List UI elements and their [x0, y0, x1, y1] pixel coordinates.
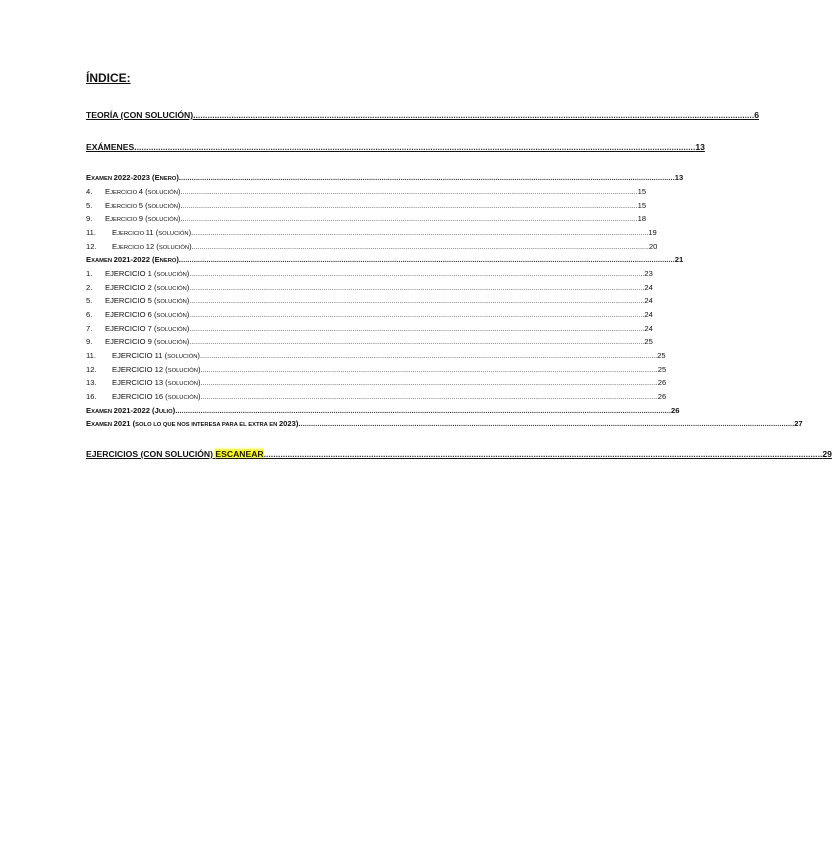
toc-entry-text: SOLUCIÓN: [167, 381, 198, 387]
toc-entry-number: 6.: [86, 310, 93, 319]
toc-entry-text: EJERCICIOS (CON SOLUCIÓN): [86, 449, 216, 459]
toc-page-number: 26: [657, 378, 667, 387]
toc-entry-label: [86, 392, 203, 401]
toc-entry-exam-2021-2022-enero[interactable]: [86, 252, 684, 264]
toc-entry-text: ): [186, 296, 190, 305]
toc-page-number: 6: [754, 110, 759, 120]
toc-entry-text: 2021-2022 (E: [113, 255, 160, 264]
toc-entry-label: [86, 228, 193, 237]
toc-entry-ej11-a[interactable]: [86, 225, 657, 237]
toc-entry-text: EJERCICIO 9 (: [105, 337, 157, 346]
toc-leader-dots: ..........................................................................................................................................................................................................................................: [189, 271, 645, 278]
toc-entry-ej16-b[interactable]: [86, 389, 667, 401]
toc-entry-number: 4.: [86, 187, 93, 196]
index-heading: ÍNDICE:: [86, 71, 131, 85]
toc-page-number: 20: [648, 242, 658, 251]
toc-entry-text: EJERCICIO 16 (: [112, 392, 168, 401]
toc-entry-label: [86, 255, 181, 264]
toc-leader-dots: ..........................................................................................................................................................................................................................................: [136, 142, 696, 152]
toc-entry-text: ): [186, 269, 190, 278]
toc-entry-text: SOLUCIÓN: [167, 395, 198, 401]
toc-entry-text: JERCICIO: [110, 204, 139, 210]
toc-entry-text: 12 (: [145, 242, 159, 251]
toc-entry-text: EJERCICIO 5 (: [105, 296, 157, 305]
toc-page-number: 26: [657, 392, 667, 401]
toc-entry-text: E: [112, 242, 118, 251]
toc-entry-text: SOLUCIÓN: [158, 245, 190, 251]
toc-entry-text: EJERCICIO 1 (: [105, 269, 157, 278]
toc-entry-ej1-b[interactable]: [86, 266, 653, 278]
toc-entry-label: [86, 378, 203, 387]
toc-leader-dots: ..........................................................................................................................................................................................................................................: [300, 419, 795, 428]
toc-leader-dots: ..........................................................................................................................................................................................................................................: [182, 216, 638, 223]
toc-entry-text: EJERCICIO 2 (: [105, 283, 157, 292]
toc-leader-dots: ..........................................................................................................................................................................................................................................: [189, 285, 645, 292]
toc-entry-text: EJERCICIO 7 (: [105, 324, 157, 333]
toc-leader-dots: ..........................................................................................................................................................................................................................................: [189, 312, 645, 319]
toc-entry-text: 4 (: [138, 187, 148, 196]
toc-entry-text: E: [105, 201, 111, 210]
toc-entry-text: JERCICIO: [110, 217, 139, 223]
toc-entry-label: [86, 365, 203, 374]
toc-entry-text: E: [105, 214, 111, 223]
toc-entry-number: 12.: [86, 242, 97, 251]
toc-entry-exam-2022-2023-enero[interactable]: [86, 170, 684, 182]
toc-entry-text: SOLUCIÓN: [156, 286, 187, 292]
toc-entry-text: ): [186, 310, 190, 319]
toc-entry-number: 12.: [86, 365, 97, 374]
toc-entry-ej4-a[interactable]: [86, 184, 647, 196]
toc-entry-text: EXÁMENES.: [86, 142, 137, 152]
toc-leader-dots: ..........................................................................................................................................................................................................................................: [202, 367, 658, 374]
toc-entry-label: [86, 173, 181, 182]
toc-entry-text: EJERCICIO 6 (: [105, 310, 157, 319]
toc-entry-text: 2021-2022 (J: [113, 406, 159, 415]
toc-entry-text: XAMEN: [91, 258, 114, 264]
toc-entry-label: [86, 110, 196, 120]
toc-entry-text: JERCICIO: [110, 190, 139, 196]
toc-entry-text: ).: [197, 365, 203, 374]
toc-entry-number: 5.: [86, 296, 93, 305]
toc-entry-text: SOLUCIÓN: [147, 204, 178, 210]
toc-entry-ejercicios[interactable]: [86, 447, 832, 459]
toc-entry-text: TEORÍA (CON SOLUCIÓN).: [86, 110, 196, 120]
toc-leader-dots: ..........................................................................................................................................................................................................................................: [177, 406, 672, 415]
toc-page-number: 23: [644, 269, 653, 278]
toc-entry-number: 2.: [86, 283, 93, 292]
toc-page-number: 13: [695, 142, 705, 152]
toc-entry-text: SOLUCIÓN: [156, 340, 187, 346]
toc-page-number: 21: [674, 255, 684, 264]
toc-entry-text: E: [112, 228, 118, 237]
toc-entry-text: 2023).: [278, 419, 301, 428]
toc-entry-text: ULIO: [158, 409, 173, 415]
toc-entry-label: [86, 324, 189, 333]
toc-entry-text: SOLUCIÓN: [147, 190, 178, 196]
toc-page-number: 26: [671, 406, 680, 415]
toc-leader-dots: ..........................................................................................................................................................................................................................................: [193, 244, 649, 251]
toc-entry-text: 11 (: [145, 228, 159, 237]
toc-page-number: 13: [674, 173, 684, 182]
toc-entry-ej11-b[interactable]: [86, 348, 666, 360]
toc-leader-dots: ..........................................................................................................................................................................................................................................: [195, 110, 755, 120]
toc-leader-dots: ..........................................................................................................................................................................................................................................: [182, 203, 638, 210]
toc-entry-label: [86, 449, 264, 459]
toc-entry-text: E: [86, 406, 92, 415]
toc-entry-text: SOLUCIÓN: [147, 217, 178, 223]
toc-entry-text: JERCICIO: [117, 231, 146, 237]
toc-entry-text: SOLUCIÓN: [156, 299, 187, 305]
toc-entry-text: ).: [197, 378, 203, 387]
toc-entry-text: E: [86, 419, 92, 428]
toc-entry-number: 9.: [86, 337, 93, 346]
toc-entry-text: ).: [177, 201, 183, 210]
toc-entry-text: ).: [189, 242, 194, 251]
toc-entry-number: 11.: [86, 351, 96, 360]
toc-page-number: 29: [822, 449, 832, 459]
toc-entry-label: [86, 269, 189, 278]
toc-entry-text: ).: [177, 187, 183, 196]
toc-entry-ej5-b[interactable]: [86, 293, 653, 305]
toc-entry-label: [86, 351, 202, 360]
toc-page-number: 24: [644, 310, 653, 319]
toc-entry-text: 2021 (: [113, 419, 136, 428]
toc-entry-text: EJERCICIO 13 (: [112, 378, 168, 387]
toc-entry-ej5-a[interactable]: [86, 198, 647, 210]
toc-leader-dots: ..........................................................................................................................................................................................................................................: [263, 449, 823, 459]
toc-entry-text: ): [186, 283, 190, 292]
toc-entry-text: ).: [177, 214, 183, 223]
toc-leader-dots: ..........................................................................................................................................................................................................................................: [202, 394, 658, 401]
toc-entry-number: 9.: [86, 214, 93, 223]
toc-entry-text: SOLUCIÓN: [156, 272, 187, 278]
highlighted-text: ESCANEAR: [215, 449, 264, 459]
toc-entry-label: [86, 142, 137, 152]
toc-entry-ej12-a[interactable]: [86, 239, 658, 251]
toc-entry-ej7-b[interactable]: [86, 321, 653, 333]
toc-page-number: 19: [648, 228, 657, 237]
toc-leader-dots: ..........................................................................................................................................................................................................................................: [189, 326, 645, 333]
toc-entry-label: [86, 296, 189, 305]
toc-entry-text: 9 (: [138, 214, 148, 223]
toc-entry-number: 1.: [86, 269, 93, 278]
toc-entry-teoria[interactable]: [86, 108, 759, 120]
toc-entry-text: E: [105, 187, 111, 196]
toc-entry-text: 2022-2023 (E: [113, 173, 160, 182]
toc-entry-text: EJERCICIO 12 (: [112, 365, 168, 374]
toc-entry-text: XAMEN: [91, 409, 114, 415]
toc-page-number: 25: [657, 365, 667, 374]
toc-entry-text: E: [86, 173, 92, 182]
toc-leader-dots: ..........................................................................................................................................................................................................................................: [181, 255, 675, 264]
toc-entry-text: SOLUCIÓN: [156, 313, 187, 319]
toc-page-number: 24: [644, 296, 653, 305]
toc-entry-ej12-b[interactable]: [86, 362, 667, 374]
toc-leader-dots: ..........................................................................................................................................................................................................................................: [181, 173, 675, 182]
toc-entry-label: [86, 419, 300, 428]
toc-leader-dots: ..........................................................................................................................................................................................................................................: [189, 298, 645, 305]
toc-page-number: 24: [644, 324, 653, 333]
toc-entry-text: 5 (: [138, 201, 148, 210]
toc-page-number: 18: [637, 214, 647, 223]
toc-entry-text: NERO: [159, 258, 177, 264]
toc-entry-number: 5.: [86, 201, 93, 210]
toc-entry-text: E: [86, 255, 92, 264]
toc-entry-text: ).: [197, 351, 203, 360]
toc-leader-dots: ..........................................................................................................................................................................................................................................: [202, 353, 658, 360]
toc-leader-dots: ..........................................................................................................................................................................................................................................: [189, 339, 645, 346]
toc-entry-text: SOLUCIÓN: [167, 354, 198, 360]
toc-page-number: 27: [794, 419, 803, 428]
toc-entry-number: 16.: [86, 392, 97, 401]
toc-entry-exam-2021-2022-julio[interactable]: [86, 403, 680, 415]
toc-entry-text: SOLUCIÓN: [156, 327, 187, 333]
toc-entry-number: 7.: [86, 324, 93, 333]
toc-entry-label: [86, 406, 177, 415]
toc-entry-text: SOLO LO QUE NOS INTERESA PARA EL EXTRA EN: [135, 422, 279, 428]
toc-entry-ej2-b[interactable]: [86, 280, 653, 292]
toc-entry-text: ).: [176, 255, 182, 264]
toc-entry-ej6-b[interactable]: [86, 307, 653, 319]
toc-entry-text: ).: [172, 406, 178, 415]
toc-entry-text: EJERCICIO 11 (: [112, 351, 168, 360]
toc-entry-text: SOLUCIÓN: [167, 368, 198, 374]
toc-page-number: 24: [644, 283, 653, 292]
toc-leader-dots: ..........................................................................................................................................................................................................................................: [193, 230, 649, 237]
toc-entry-text: ).: [197, 392, 203, 401]
toc-entry-ej9-a[interactable]: [86, 211, 647, 223]
toc-entry-examenes[interactable]: [86, 140, 705, 152]
toc-entry-text: ): [186, 337, 190, 346]
toc-entry-ej9-b[interactable]: [86, 334, 653, 346]
toc-leader-dots: ..........................................................................................................................................................................................................................................: [182, 189, 638, 196]
toc-entry-text: NERO: [159, 176, 177, 182]
toc-entry-text: XAMEN: [91, 176, 114, 182]
toc-entry-exam-2021-extra[interactable]: [86, 416, 803, 428]
toc-entry-label: [86, 242, 194, 251]
toc-entry-label: [86, 283, 189, 292]
toc-entry-label: [86, 187, 183, 196]
toc-entry-label: [86, 310, 189, 319]
toc-entry-text: SOLUCIÓN: [158, 231, 189, 237]
toc-entry-number: 13.: [86, 378, 97, 387]
toc-page-number: 25: [644, 337, 653, 346]
toc-entry-label: [86, 337, 189, 346]
toc-leader-dots: ..........................................................................................................................................................................................................................................: [202, 380, 658, 387]
toc-page-number: 25: [657, 351, 666, 360]
toc-entry-text: ).: [188, 228, 194, 237]
toc-entry-label: [86, 214, 183, 223]
toc-entry-text: ).: [176, 173, 182, 182]
toc-entry-text: JERCICIO: [117, 245, 146, 251]
toc-page-number: 15: [637, 187, 647, 196]
toc-entry-number: 11.: [86, 228, 96, 237]
toc-entry-text: XAMEN: [91, 422, 114, 428]
toc-entry-label: [86, 201, 183, 210]
toc-page-number: 15: [637, 201, 647, 210]
toc-entry-text: ): [186, 324, 190, 333]
toc-entry-ej13-b[interactable]: [86, 375, 667, 387]
